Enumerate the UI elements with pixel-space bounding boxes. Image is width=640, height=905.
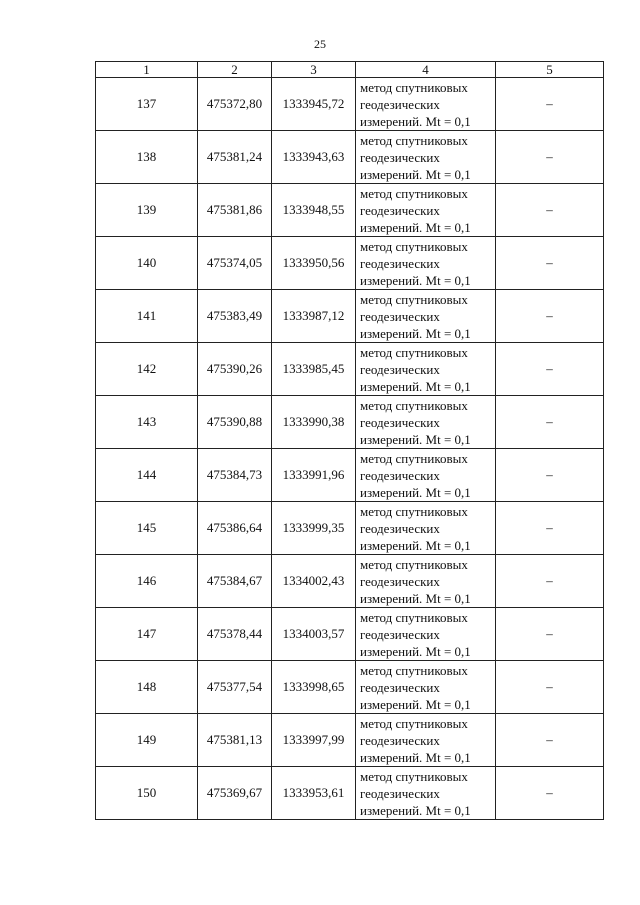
x-coordinate-cell: 475369,67 xyxy=(198,767,272,820)
note-cell: – xyxy=(496,343,604,396)
table-row xyxy=(96,714,604,767)
header-col-2: 2 xyxy=(198,62,272,78)
method-text: метод спутниковых геодезических измерений. Mt = 0,1 xyxy=(360,450,471,500)
method-cell xyxy=(356,714,496,767)
note-cell: – xyxy=(496,290,604,343)
point-number-cell: 147 xyxy=(96,608,198,661)
table-body xyxy=(96,78,604,820)
point-number-cell: 138 xyxy=(96,131,198,184)
note-cell: – xyxy=(496,714,604,767)
point-number-cell: 150 xyxy=(96,767,198,820)
table-row xyxy=(96,184,604,237)
header-col-3: 3 xyxy=(272,62,356,78)
point-number-cell: 145 xyxy=(96,502,198,555)
table-row xyxy=(96,661,604,714)
point-number-cell: 143 xyxy=(96,396,198,449)
method-cell xyxy=(356,767,496,820)
method-text: метод спутниковых геодезических измерений. Mt = 0,1 xyxy=(360,768,471,818)
table-row xyxy=(96,608,604,661)
method-cell xyxy=(356,555,496,608)
method-cell xyxy=(356,396,496,449)
method-cell xyxy=(356,184,496,237)
note-cell: – xyxy=(496,767,604,820)
y-coordinate-cell: 1333998,65 xyxy=(272,661,356,714)
x-coordinate-cell: 475390,26 xyxy=(198,343,272,396)
method-cell xyxy=(356,237,496,290)
note-cell: – xyxy=(496,502,604,555)
method-text: метод спутниковых геодезических измерений. Mt = 0,1 xyxy=(360,662,471,712)
table-row xyxy=(96,396,604,449)
table-row xyxy=(96,343,604,396)
table-row xyxy=(96,555,604,608)
point-number-cell: 148 xyxy=(96,661,198,714)
table-header xyxy=(96,62,604,78)
note-cell: – xyxy=(496,608,604,661)
y-coordinate-cell: 1334002,43 xyxy=(272,555,356,608)
x-coordinate-cell: 475384,73 xyxy=(198,449,272,502)
method-text: метод спутниковых геодезических измерений. Mt = 0,1 xyxy=(360,609,471,659)
note-cell: – xyxy=(496,449,604,502)
x-coordinate-cell: 475377,54 xyxy=(198,661,272,714)
x-coordinate-cell: 475374,05 xyxy=(198,237,272,290)
coordinates-table xyxy=(95,61,604,820)
method-cell xyxy=(356,131,496,184)
header-row xyxy=(96,62,604,78)
header-col-4: 4 xyxy=(356,62,496,78)
table-row xyxy=(96,131,604,184)
point-number-cell: 142 xyxy=(96,343,198,396)
table-row xyxy=(96,767,604,820)
method-cell xyxy=(356,449,496,502)
method-text: метод спутниковых геодезических измерений. Mt = 0,1 xyxy=(360,185,471,235)
note-cell: – xyxy=(496,237,604,290)
x-coordinate-cell: 475390,88 xyxy=(198,396,272,449)
header-col-5: 5 xyxy=(496,62,604,78)
x-coordinate-cell: 475378,44 xyxy=(198,608,272,661)
method-cell xyxy=(356,78,496,131)
y-coordinate-cell: 1333953,61 xyxy=(272,767,356,820)
method-text: метод спутниковых геодезических измерений. Mt = 0,1 xyxy=(360,503,471,553)
method-text: метод спутниковых геодезических измерений. Mt = 0,1 xyxy=(360,132,471,182)
point-number-cell: 137 xyxy=(96,78,198,131)
table-row xyxy=(96,237,604,290)
note-cell: – xyxy=(496,184,604,237)
method-text: метод спутниковых геодезических измерений. Mt = 0,1 xyxy=(360,397,471,447)
y-coordinate-cell: 1334003,57 xyxy=(272,608,356,661)
y-coordinate-cell: 1333945,72 xyxy=(272,78,356,131)
page-number: 25 xyxy=(314,37,326,51)
note-cell: – xyxy=(496,131,604,184)
point-number-cell: 139 xyxy=(96,184,198,237)
method-text: метод спутниковых геодезических измерений. Mt = 0,1 xyxy=(360,79,471,129)
y-coordinate-cell: 1333985,45 xyxy=(272,343,356,396)
table-row xyxy=(96,502,604,555)
note-cell: – xyxy=(496,78,604,131)
point-number-cell: 146 xyxy=(96,555,198,608)
x-coordinate-cell: 475381,24 xyxy=(198,131,272,184)
x-coordinate-cell: 475372,80 xyxy=(198,78,272,131)
point-number-cell: 144 xyxy=(96,449,198,502)
y-coordinate-cell: 1333997,99 xyxy=(272,714,356,767)
y-coordinate-cell: 1333991,96 xyxy=(272,449,356,502)
point-number-cell: 149 xyxy=(96,714,198,767)
point-number-cell: 141 xyxy=(96,290,198,343)
x-coordinate-cell: 475384,67 xyxy=(198,555,272,608)
note-cell: – xyxy=(496,555,604,608)
x-coordinate-cell: 475383,49 xyxy=(198,290,272,343)
x-coordinate-cell: 475386,64 xyxy=(198,502,272,555)
method-text: метод спутниковых геодезических измерений. Mt = 0,1 xyxy=(360,556,471,606)
table-row xyxy=(96,78,604,131)
header-col-1: 1 xyxy=(96,62,198,78)
x-coordinate-cell: 475381,13 xyxy=(198,714,272,767)
method-text: метод спутниковых геодезических измерений. Mt = 0,1 xyxy=(360,238,471,288)
y-coordinate-cell: 1333987,12 xyxy=(272,290,356,343)
y-coordinate-cell: 1333999,35 xyxy=(272,502,356,555)
y-coordinate-cell: 1333948,55 xyxy=(272,184,356,237)
method-cell xyxy=(356,502,496,555)
table-row xyxy=(96,449,604,502)
method-cell xyxy=(356,661,496,714)
note-cell: – xyxy=(496,661,604,714)
method-cell xyxy=(356,608,496,661)
y-coordinate-cell: 1333943,63 xyxy=(272,131,356,184)
method-text: метод спутниковых геодезических измерений. Mt = 0,1 xyxy=(360,344,471,394)
y-coordinate-cell: 1333990,38 xyxy=(272,396,356,449)
method-cell xyxy=(356,290,496,343)
method-cell xyxy=(356,343,496,396)
note-cell: – xyxy=(496,396,604,449)
point-number-cell: 140 xyxy=(96,237,198,290)
table-row xyxy=(96,290,604,343)
x-coordinate-cell: 475381,86 xyxy=(198,184,272,237)
y-coordinate-cell: 1333950,56 xyxy=(272,237,356,290)
method-text: метод спутниковых геодезических измерений. Mt = 0,1 xyxy=(360,291,471,341)
method-text: метод спутниковых геодезических измерений. Mt = 0,1 xyxy=(360,715,471,765)
